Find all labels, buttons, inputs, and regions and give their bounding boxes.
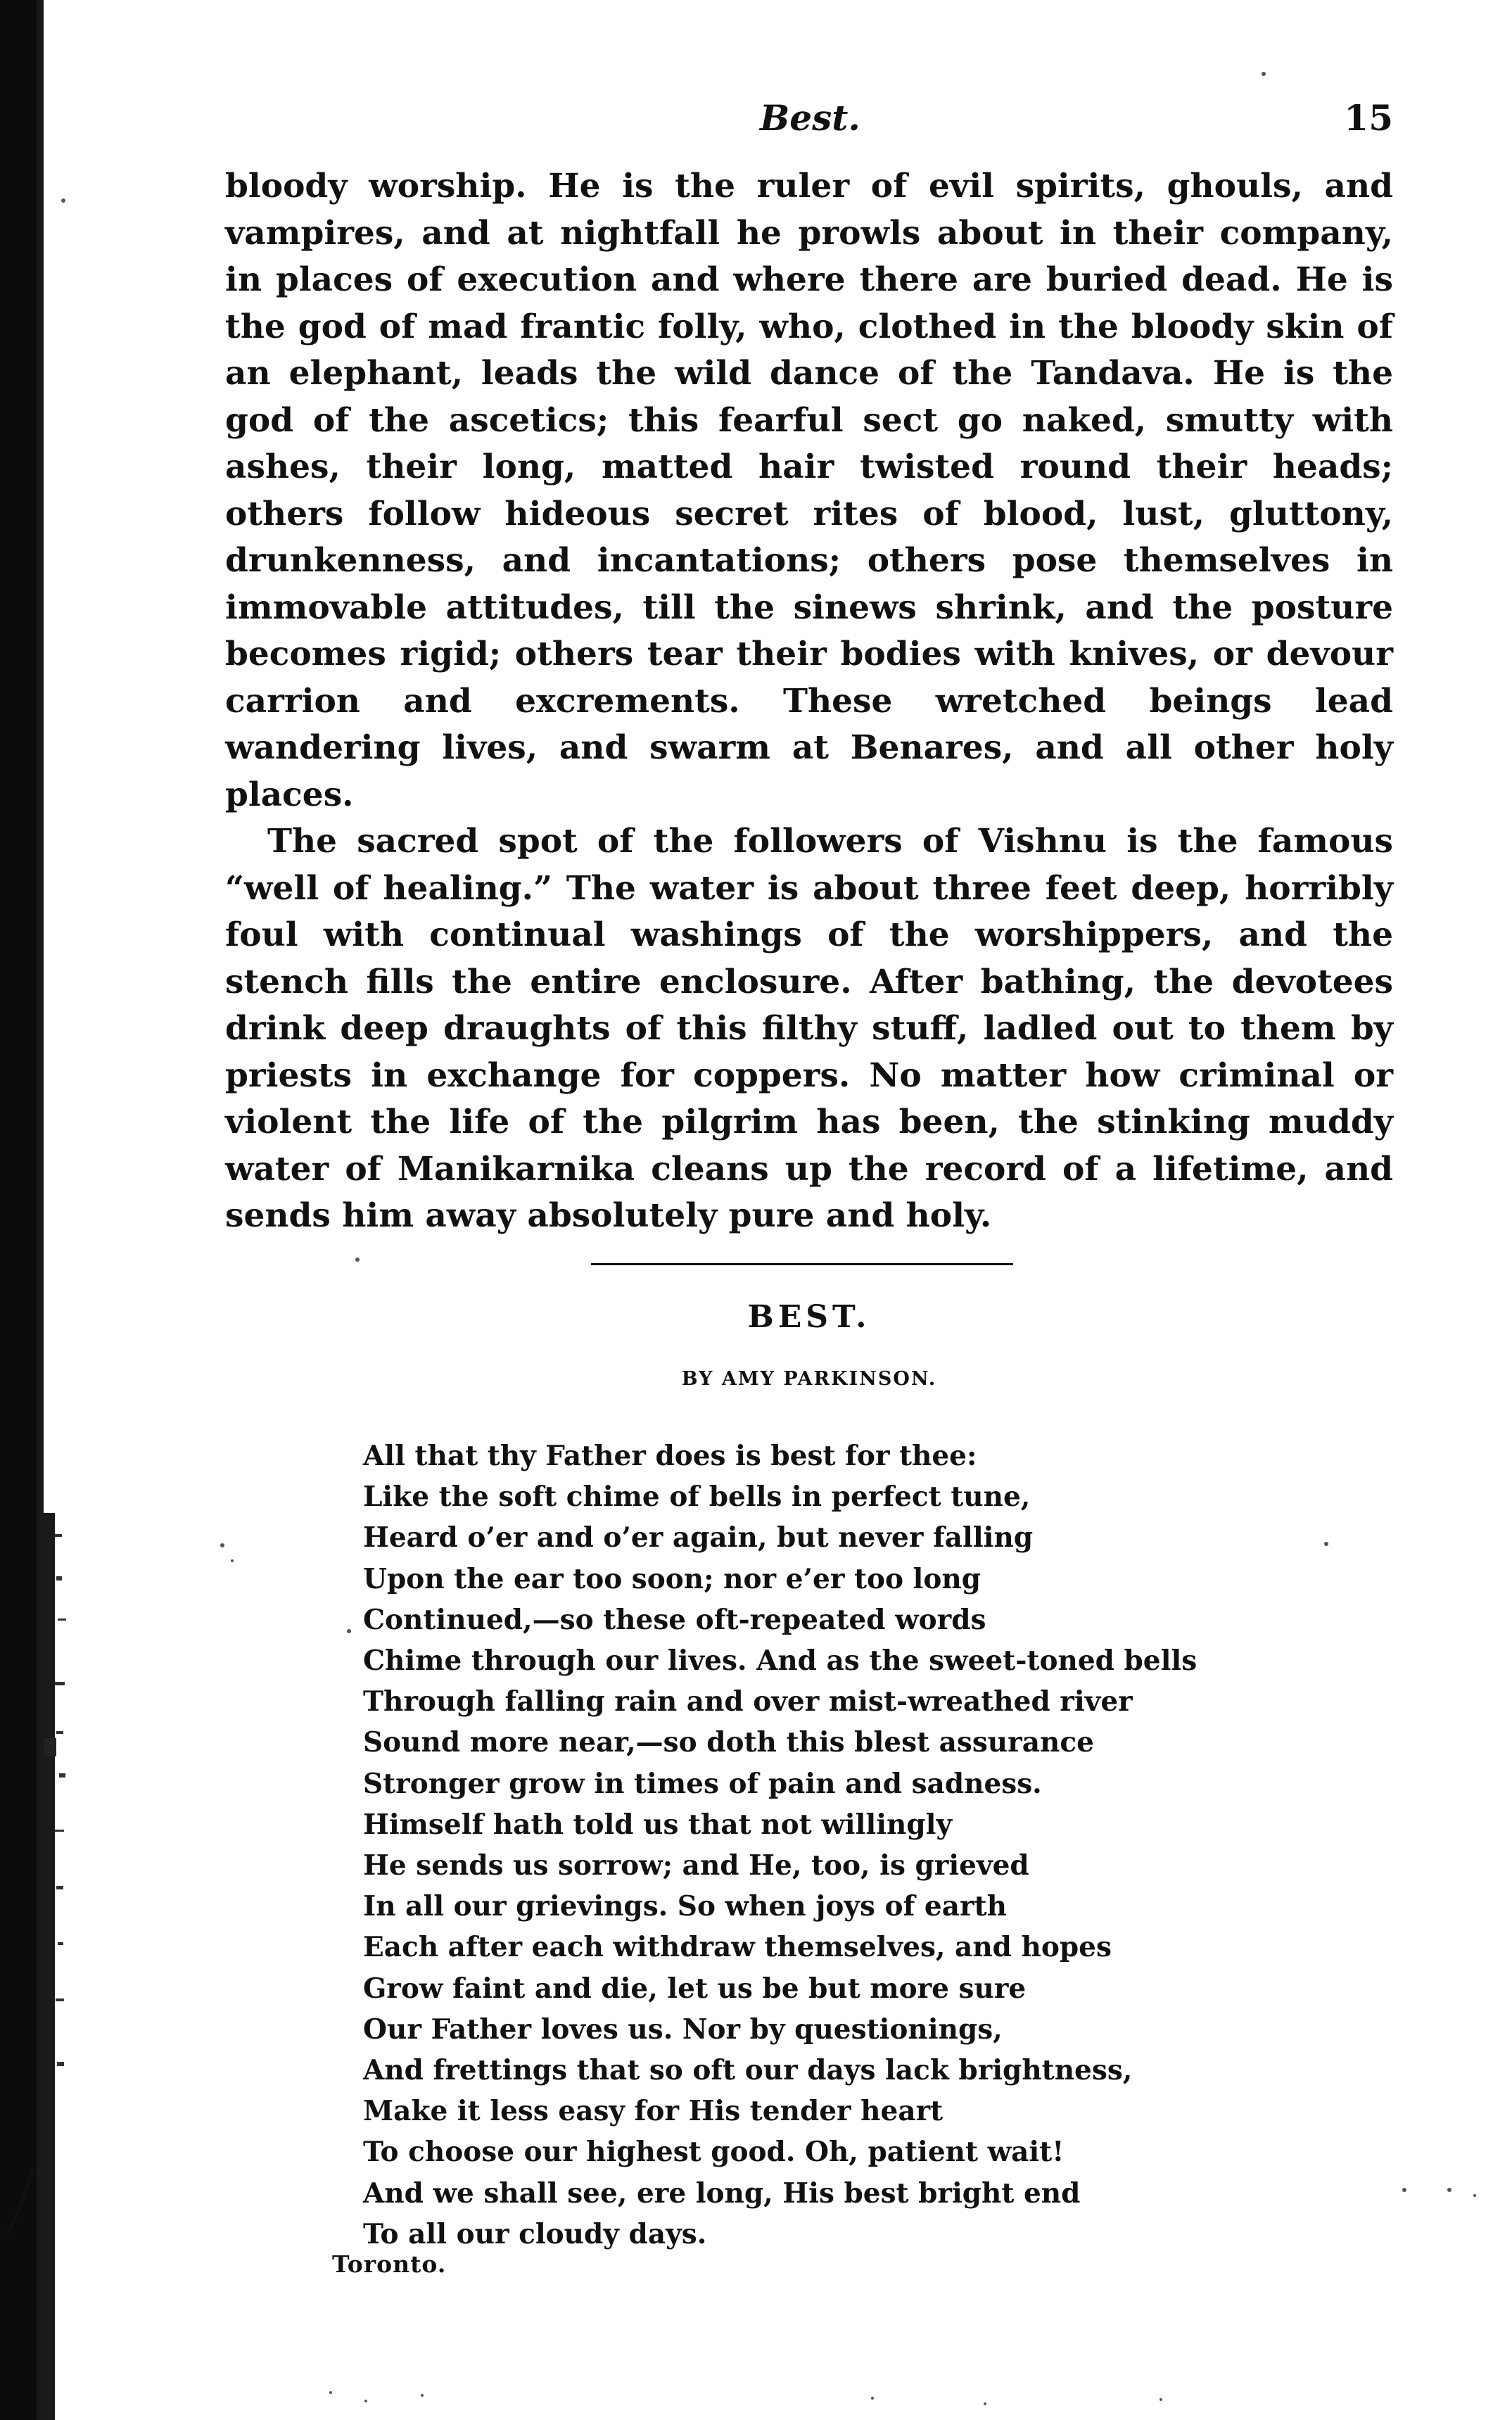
- poem-line: In all our grievings. So when joys of earth: [363, 1890, 1007, 1923]
- poem-place: Toronto.: [332, 2250, 447, 2278]
- poem-line: Sound more near,—so doth this blest assurance: [363, 1726, 1094, 1759]
- poem-line: Grow faint and die, let us be but more sure: [363, 1972, 1027, 2005]
- running-title: Best.: [760, 97, 860, 139]
- poem-line: He sends us sorrow; and He, too, is grieved: [363, 1849, 1029, 1882]
- poem-line: Continued,—so these oft-repeated words: [363, 1603, 986, 1636]
- poem-line: Upon the ear too soon; nor e’er too long: [363, 1562, 981, 1595]
- running-header: [225, 90, 1393, 146]
- poem-line: Make it less easy for His tender heart: [363, 2095, 944, 2128]
- poem-line: Stronger grow in times of pain and sadness.: [363, 1767, 1042, 1800]
- poem-line: And we shall see, ere long, His best bright end: [363, 2177, 1081, 2210]
- article-body: [225, 163, 1393, 1240]
- poem-line: Our Father loves us. Nor by questionings,: [363, 2013, 1003, 2046]
- poem-title: BEST.: [747, 1299, 871, 1335]
- poem-line: To choose our highest good. Oh, patient wait!: [363, 2136, 1065, 2169]
- poem-line: Like the soft chime of bells in perfect tune,: [363, 1481, 1031, 1514]
- section-divider: [591, 1263, 1013, 1265]
- poem-body: [363, 1436, 1390, 2255]
- poem-line: Through falling rain and over mist-wreathed river: [363, 1685, 1133, 1718]
- poem-line: All that thy Father does is best for thee:: [363, 1440, 977, 1472]
- poem-byline: BY AMY PARKINSON.: [681, 1368, 937, 1390]
- poem-line: To all our cloudy days.: [363, 2217, 707, 2250]
- paragraph: bloody worship. He is the ruler of evil spirits, ghouls, and vampires, and at nightfall he prowls about in their company, in places of execution and where there are buried dead. He is the god of mad frantic folly, who, clothed in the bloody skin of an elephant, leads the wild dance of the Tandava. He is the god of the ascetics; this fearful sect go naked, smutty with ashes, their long, matted hair twisted round their heads; others follow hideous secret rites of blood, lust, gluttony, drunkenness, and incantations; others pose themselves in immovable attitudes, till the sinews shrink, and the posture becomes rigid; others tear their bodies with knives, or devour carrion and excrements. These wretched beings lead wandering lives, and swarm at Benares, and all other holy places.: [225, 167, 1393, 814]
- poem-line: Each after each withdraw themselves, and hopes: [363, 1931, 1112, 1964]
- poem-line: Chime through our lives. And as the sweet-toned bells: [363, 1645, 1197, 1678]
- poem-line: Heard o’er and o’er again, but never falling: [363, 1521, 1034, 1554]
- poem-line: Himself hath told us that not willingly: [363, 1808, 953, 1841]
- paragraph: The sacred spot of the followers of Vishnu is the famous “well of healing.” The water is about three feet deep, horribly foul with continual washings of the worshippers, and the stench fills the entire enclosure. After bathing, the devotees drink deep draughts of this filthy stuff, ladled out to them by priests in exchange for coppers. No matter how criminal or violent the life of the pilgrim has been, the stinking muddy water of Manikarnika cleans up the record of a lifetime, and sends him away absolutely pure and holy.: [225, 822, 1393, 1235]
- poem-line: And frettings that so oft our days lack brightness,: [363, 2054, 1133, 2087]
- page-number: 15: [1344, 97, 1393, 139]
